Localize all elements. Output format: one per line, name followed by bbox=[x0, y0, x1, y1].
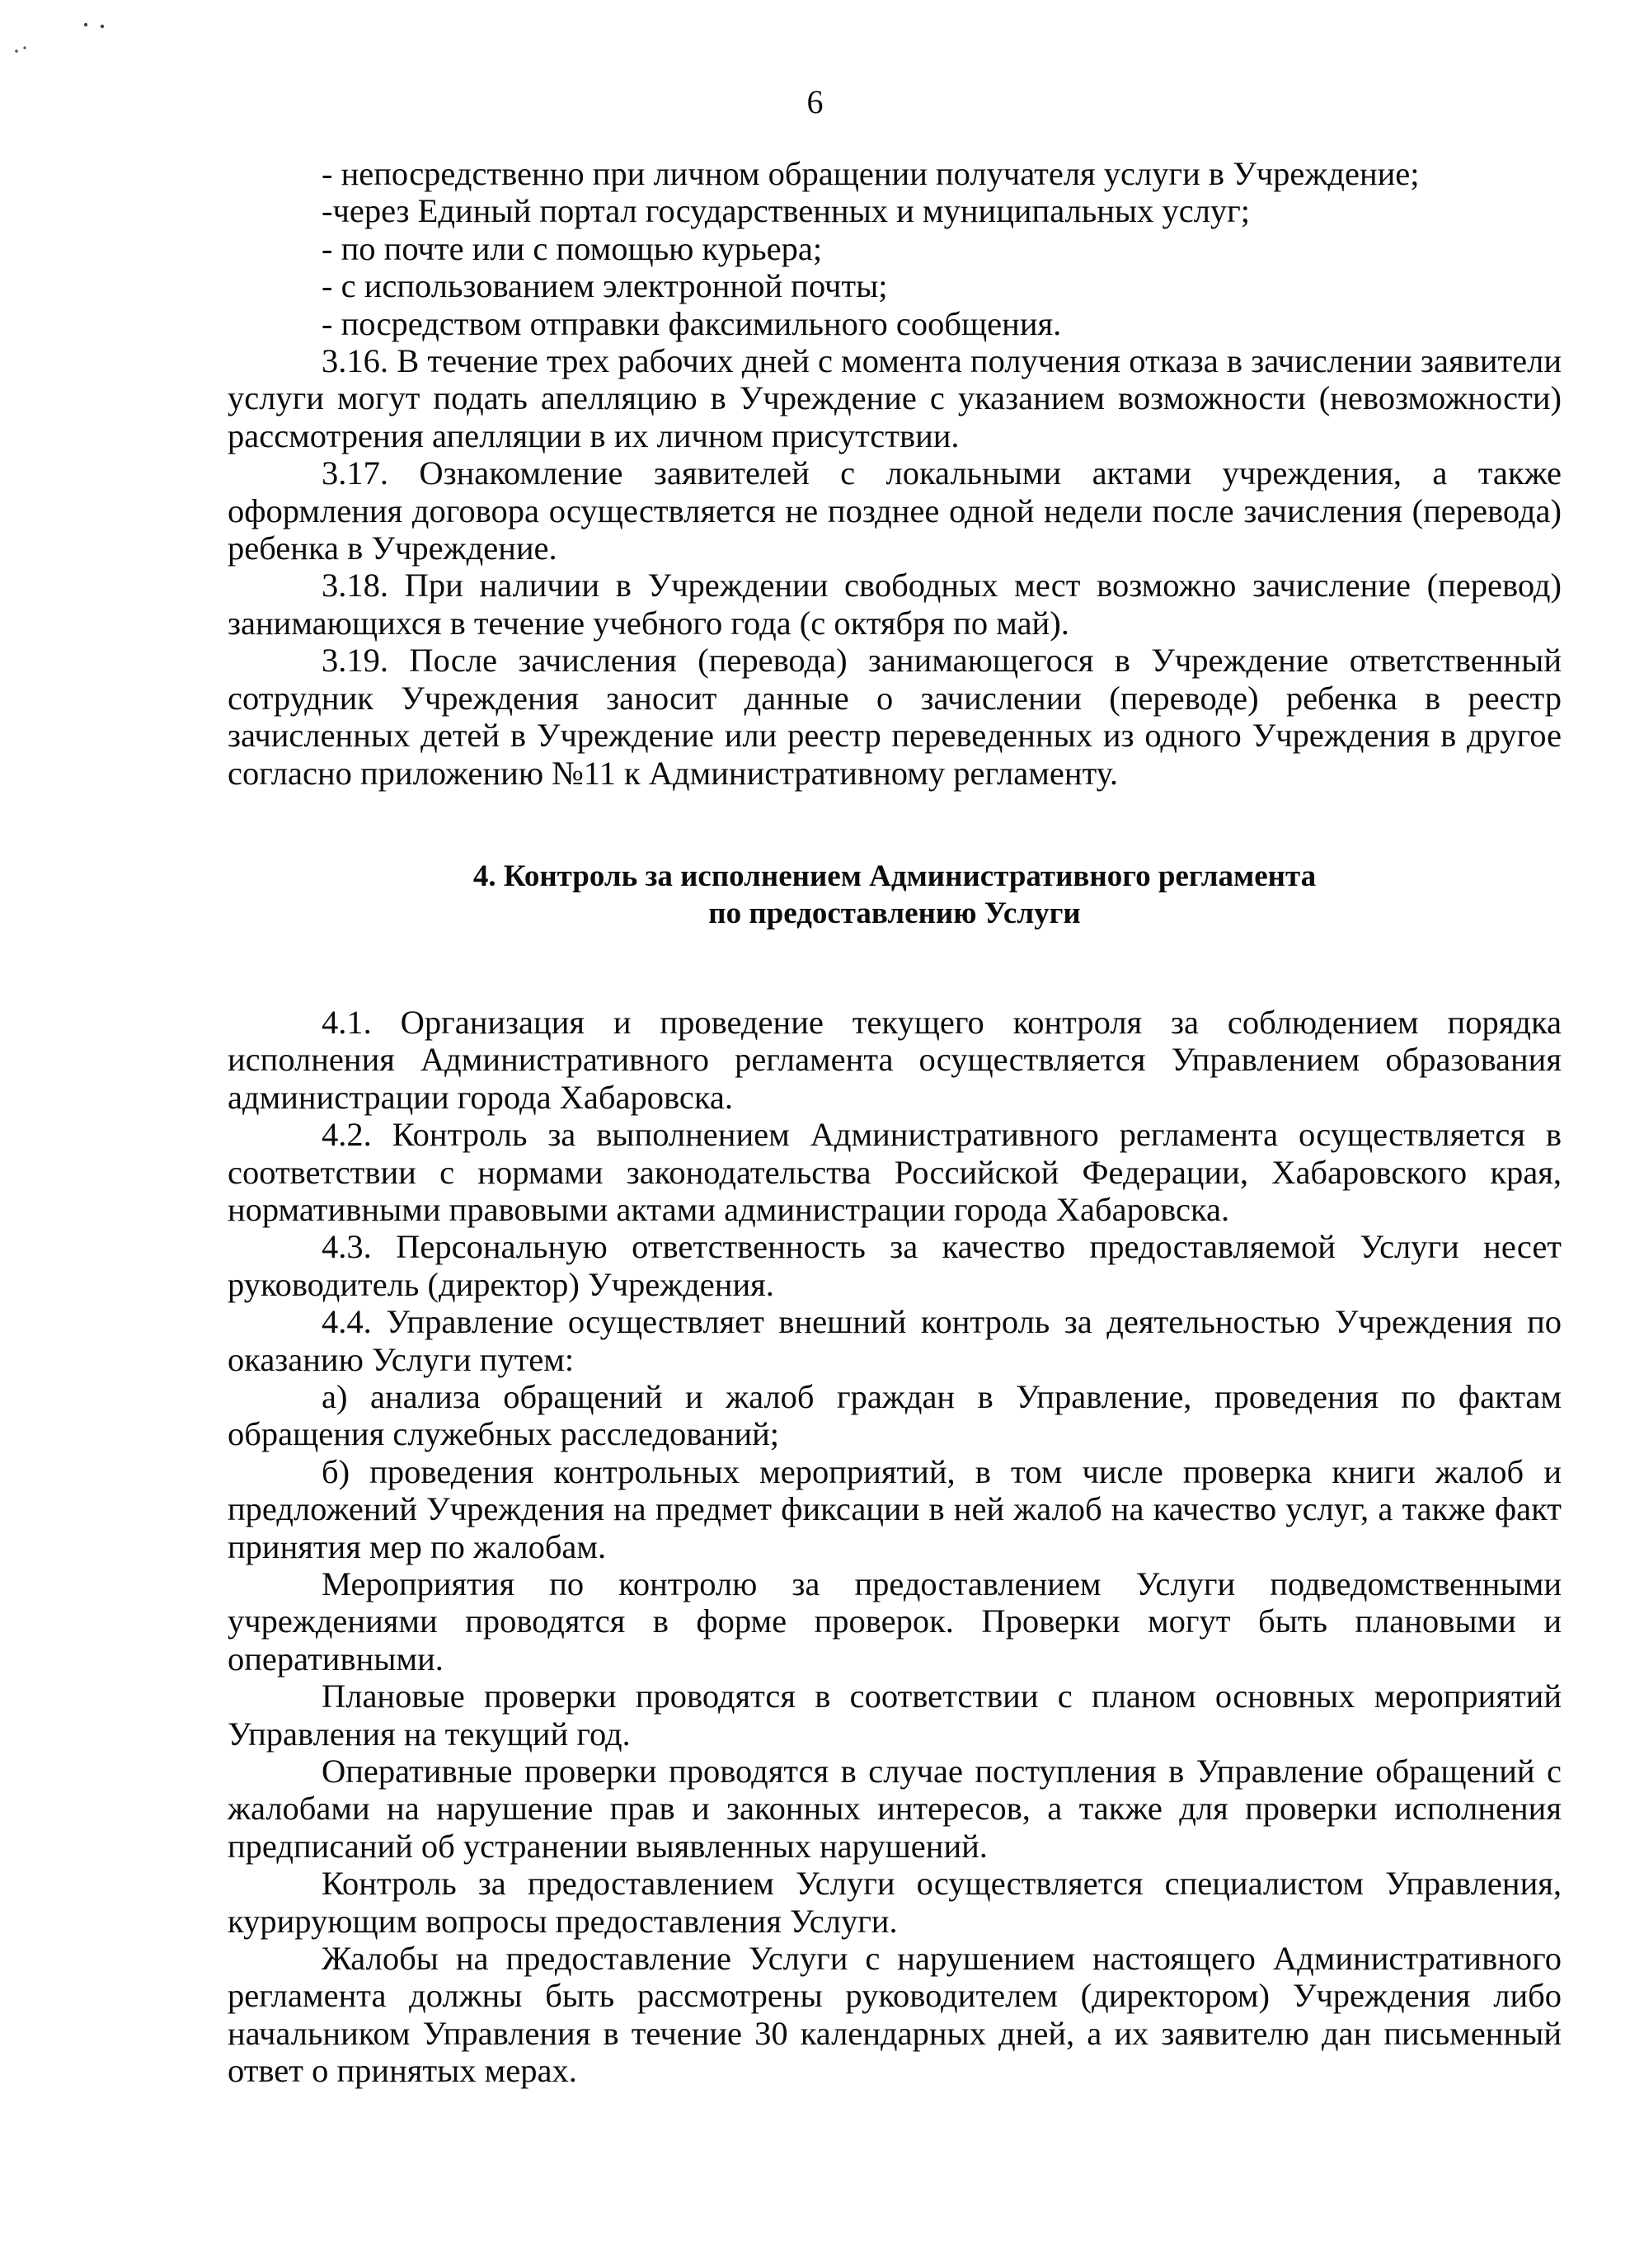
list-item: - непосредственно при личном обращении получателя услуги в Учреждение; bbox=[322, 155, 1420, 192]
list-item: -через Единый портал государственных и муниципальных услуг; bbox=[322, 192, 1251, 230]
page-number: 6 bbox=[806, 83, 824, 120]
paragraph-3-16: 3.16. В течение трех рабочих дней с момента получения отказа в зачислении заявители услуги могут подать апелляцию в Учреждение с указанием возможности (невозможности) рассмотрения апелляции в их личном присутствии. bbox=[228, 342, 1562, 454]
paragraph-4-2: 4.2. Контроль за выполнением Административного регламента осуществляется в соответствии с нормами законодательства Российской Федерации, Хабаровского края, нормативными правовыми актами администрации города Хабаровска. bbox=[228, 1116, 1562, 1228]
paragraph-complaints: Жалобы на предоставление Услуги с нарушением настоящего Административного регламента должны быть рассмотрены руководителем (директором) Учреждения либо начальником Управления в течение 30 календарных дней, а их заявителю дан письменный ответ о принятых мерах. bbox=[228, 1940, 1562, 2090]
list-item: - по почте или с помощью курьера; bbox=[322, 229, 823, 267]
document-body bbox=[228, 155, 1562, 2090]
paragraph-3-18: 3.18. При наличии в Учреждении свободных мест возможно зачисление (перевод) занимающихся в течение учебного года (с октября по май). bbox=[228, 567, 1562, 642]
paragraph-operational-checks: Оперативные проверки проводятся в случае поступления в Управление обращений с жалобами на нарушение прав и законных интересов, а также для проверки исполнения предписаний об устранении выявленных нарушений. bbox=[228, 1753, 1562, 1865]
section-4-heading bbox=[228, 858, 1562, 932]
paragraph-4-1: 4.1. Организация и проведение текущего контроля за соблюдением порядка исполнения Административного регламента осуществляется Управлением образования администрации города Хабаровска. bbox=[228, 1003, 1562, 1116]
paragraph-3-17: 3.17. Ознакомление заявителей с локальными актами учреждения, а также оформления договора осуществляется не позднее одной недели после зачисления (перевода) ребенка в Учреждение. bbox=[228, 454, 1562, 567]
paragraph-4-4-a: а) анализа обращений и жалоб граждан в Управление, проведения по фактам обращения служебных расследований; bbox=[228, 1377, 1562, 1453]
section-4-heading-line-1: 4. Контроль за исполнением Административного регламента bbox=[472, 859, 1317, 893]
paragraph-3-19: 3.19. После зачисления (перевода) занимающегося в Учреждение ответственный сотрудник Учреждения заносит данные о зачислении (переводе) ребенка в реестр зачисленных детей в Учреждение или реестр переведенных из одного Учреждения в другое согласно приложению №11 к Административному регламенту. bbox=[228, 642, 1562, 792]
section-4-heading-line-2: по предоставлению Услуги bbox=[708, 896, 1081, 930]
paragraph-specialist-control: Контроль за предоставлением Услуги осуществляется специалистом Управления, курирующим вопросы предоставления Услуги. bbox=[228, 1865, 1562, 1940]
paragraph-4-4-b: б) проведения контрольных мероприятий, в том числе проверка книги жалоб и предложений Учреждения на предмет фиксации в ней жалоб на качество услуг, а также факт принятия мер по жалобам. bbox=[228, 1452, 1562, 1565]
scan-specks bbox=[0, 0, 165, 66]
paragraph-control-measures: Мероприятия по контролю за предоставлением Услуги подведомственными учреждениями проводятся в форме проверок. Проверки могут быть плановыми и оперативными. bbox=[228, 1565, 1562, 1677]
paragraph-4-3: 4.3. Персональную ответственность за качество предоставляемой Услуги несет руководитель (директор) Учреждения. bbox=[228, 1228, 1562, 1303]
paragraph-4-4: 4.4. Управление осуществляет внешний контроль за деятельностью Учреждения по оказанию Услуги путем: bbox=[228, 1303, 1562, 1378]
list-item: - посредством отправки факсимильного сообщения. bbox=[322, 304, 1062, 342]
paragraph-planned-checks: Плановые проверки проводятся в соответствии с планом основных мероприятий Управления на текущий год. bbox=[228, 1677, 1562, 1753]
list-item: - с использованием электронной почты; bbox=[322, 267, 888, 305]
